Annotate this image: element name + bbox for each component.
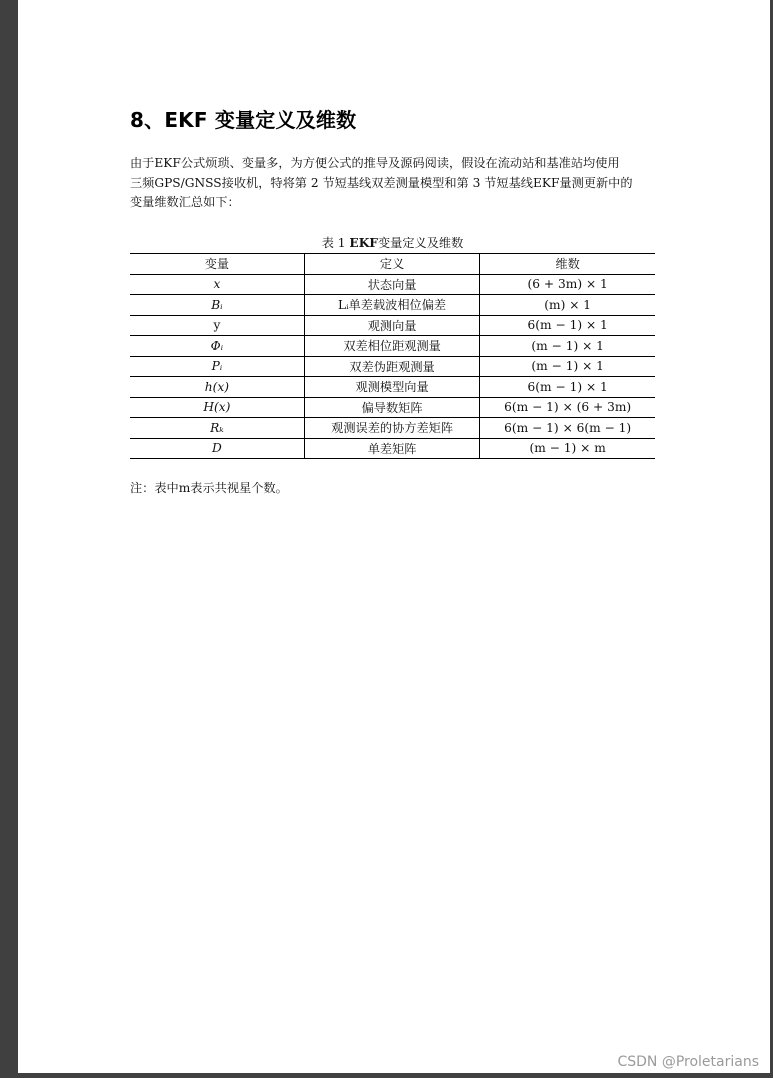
cell-dimension: (m − 1) × m xyxy=(480,438,655,459)
header-dimension: 维数 xyxy=(480,254,655,275)
cell-dimension: (m − 1) × 1 xyxy=(480,356,655,377)
cell-variable: y xyxy=(130,315,304,336)
caption-prefix: 表 1 xyxy=(321,236,350,250)
table-note: 注：表中m表示共视星个数。 xyxy=(130,481,288,495)
cell-dimension: (6 + 3m) × 1 xyxy=(480,274,655,295)
cell-dimension: 6(m − 1) × 1 xyxy=(480,377,655,398)
cell-dimension: 6(m − 1) × 6(m − 1) xyxy=(480,418,655,439)
section-heading: 8、EKF 变量定义及维数 xyxy=(130,108,357,132)
cell-dimension: (m − 1) × 1 xyxy=(480,336,655,357)
header-variable: 变量 xyxy=(130,254,304,275)
cell-definition: 双差相位距观测量 xyxy=(304,336,480,357)
header-definition: 定义 xyxy=(304,254,480,275)
paragraph-line: 三频GPS/GNSS接收机，特将第 2 节短基线双差测量模型和第 3 节短基线EKF量测更新中的 xyxy=(130,175,633,190)
cell-definition: 观测模型向量 xyxy=(304,377,480,398)
table-row xyxy=(130,397,655,418)
table-row xyxy=(130,336,655,357)
cell-dimension: 6(m − 1) × 1 xyxy=(480,315,655,336)
cell-definition: Lᵢ单差载波相位偏差 xyxy=(304,295,480,316)
cell-dimension: (m) × 1 xyxy=(480,295,655,316)
cell-variable: D xyxy=(130,438,304,459)
cell-definition: 偏导数矩阵 xyxy=(304,397,480,418)
table-row xyxy=(130,356,655,377)
table-row xyxy=(130,295,655,316)
variables-table xyxy=(130,253,655,459)
cell-variable: Φᵢ xyxy=(130,336,304,357)
cell-definition: 观测误差的协方差矩阵 xyxy=(304,418,480,439)
table-header-row xyxy=(130,254,655,275)
cell-definition: 状态向量 xyxy=(304,274,480,295)
table-row xyxy=(130,438,655,459)
intro-paragraph xyxy=(130,154,660,213)
table-row xyxy=(130,418,655,439)
caption-bold: EKF xyxy=(349,236,378,250)
table-row xyxy=(130,274,655,295)
cell-variable: h(x) xyxy=(130,377,304,398)
watermark: CSDN @Proletarians xyxy=(617,1054,759,1070)
cell-definition: 单差矩阵 xyxy=(304,438,480,459)
cell-variable: Pᵢ xyxy=(130,356,304,377)
cell-variable: x xyxy=(130,274,304,295)
paragraph-line: 变量维数汇总如下： xyxy=(130,195,240,209)
cell-variable: Bᵢ xyxy=(130,295,304,316)
cell-definition: 双差伪距观测量 xyxy=(304,356,480,377)
table-row xyxy=(130,315,655,336)
cell-variable: Rₖ xyxy=(130,418,304,439)
caption-rest: 变量定义及维数 xyxy=(377,236,464,250)
table-caption xyxy=(130,234,655,251)
paragraph-line: 由于EKF公式烦琐、变量多，为方便公式的推导及源码阅读，假设在流动站和基准站均使用 xyxy=(130,156,620,170)
cell-dimension: 6(m − 1) × (6 + 3m) xyxy=(480,397,655,418)
document-page xyxy=(18,0,770,1073)
table-row xyxy=(130,377,655,398)
cell-variable: H(x) xyxy=(130,397,304,418)
cell-definition: 观测向量 xyxy=(304,315,480,336)
